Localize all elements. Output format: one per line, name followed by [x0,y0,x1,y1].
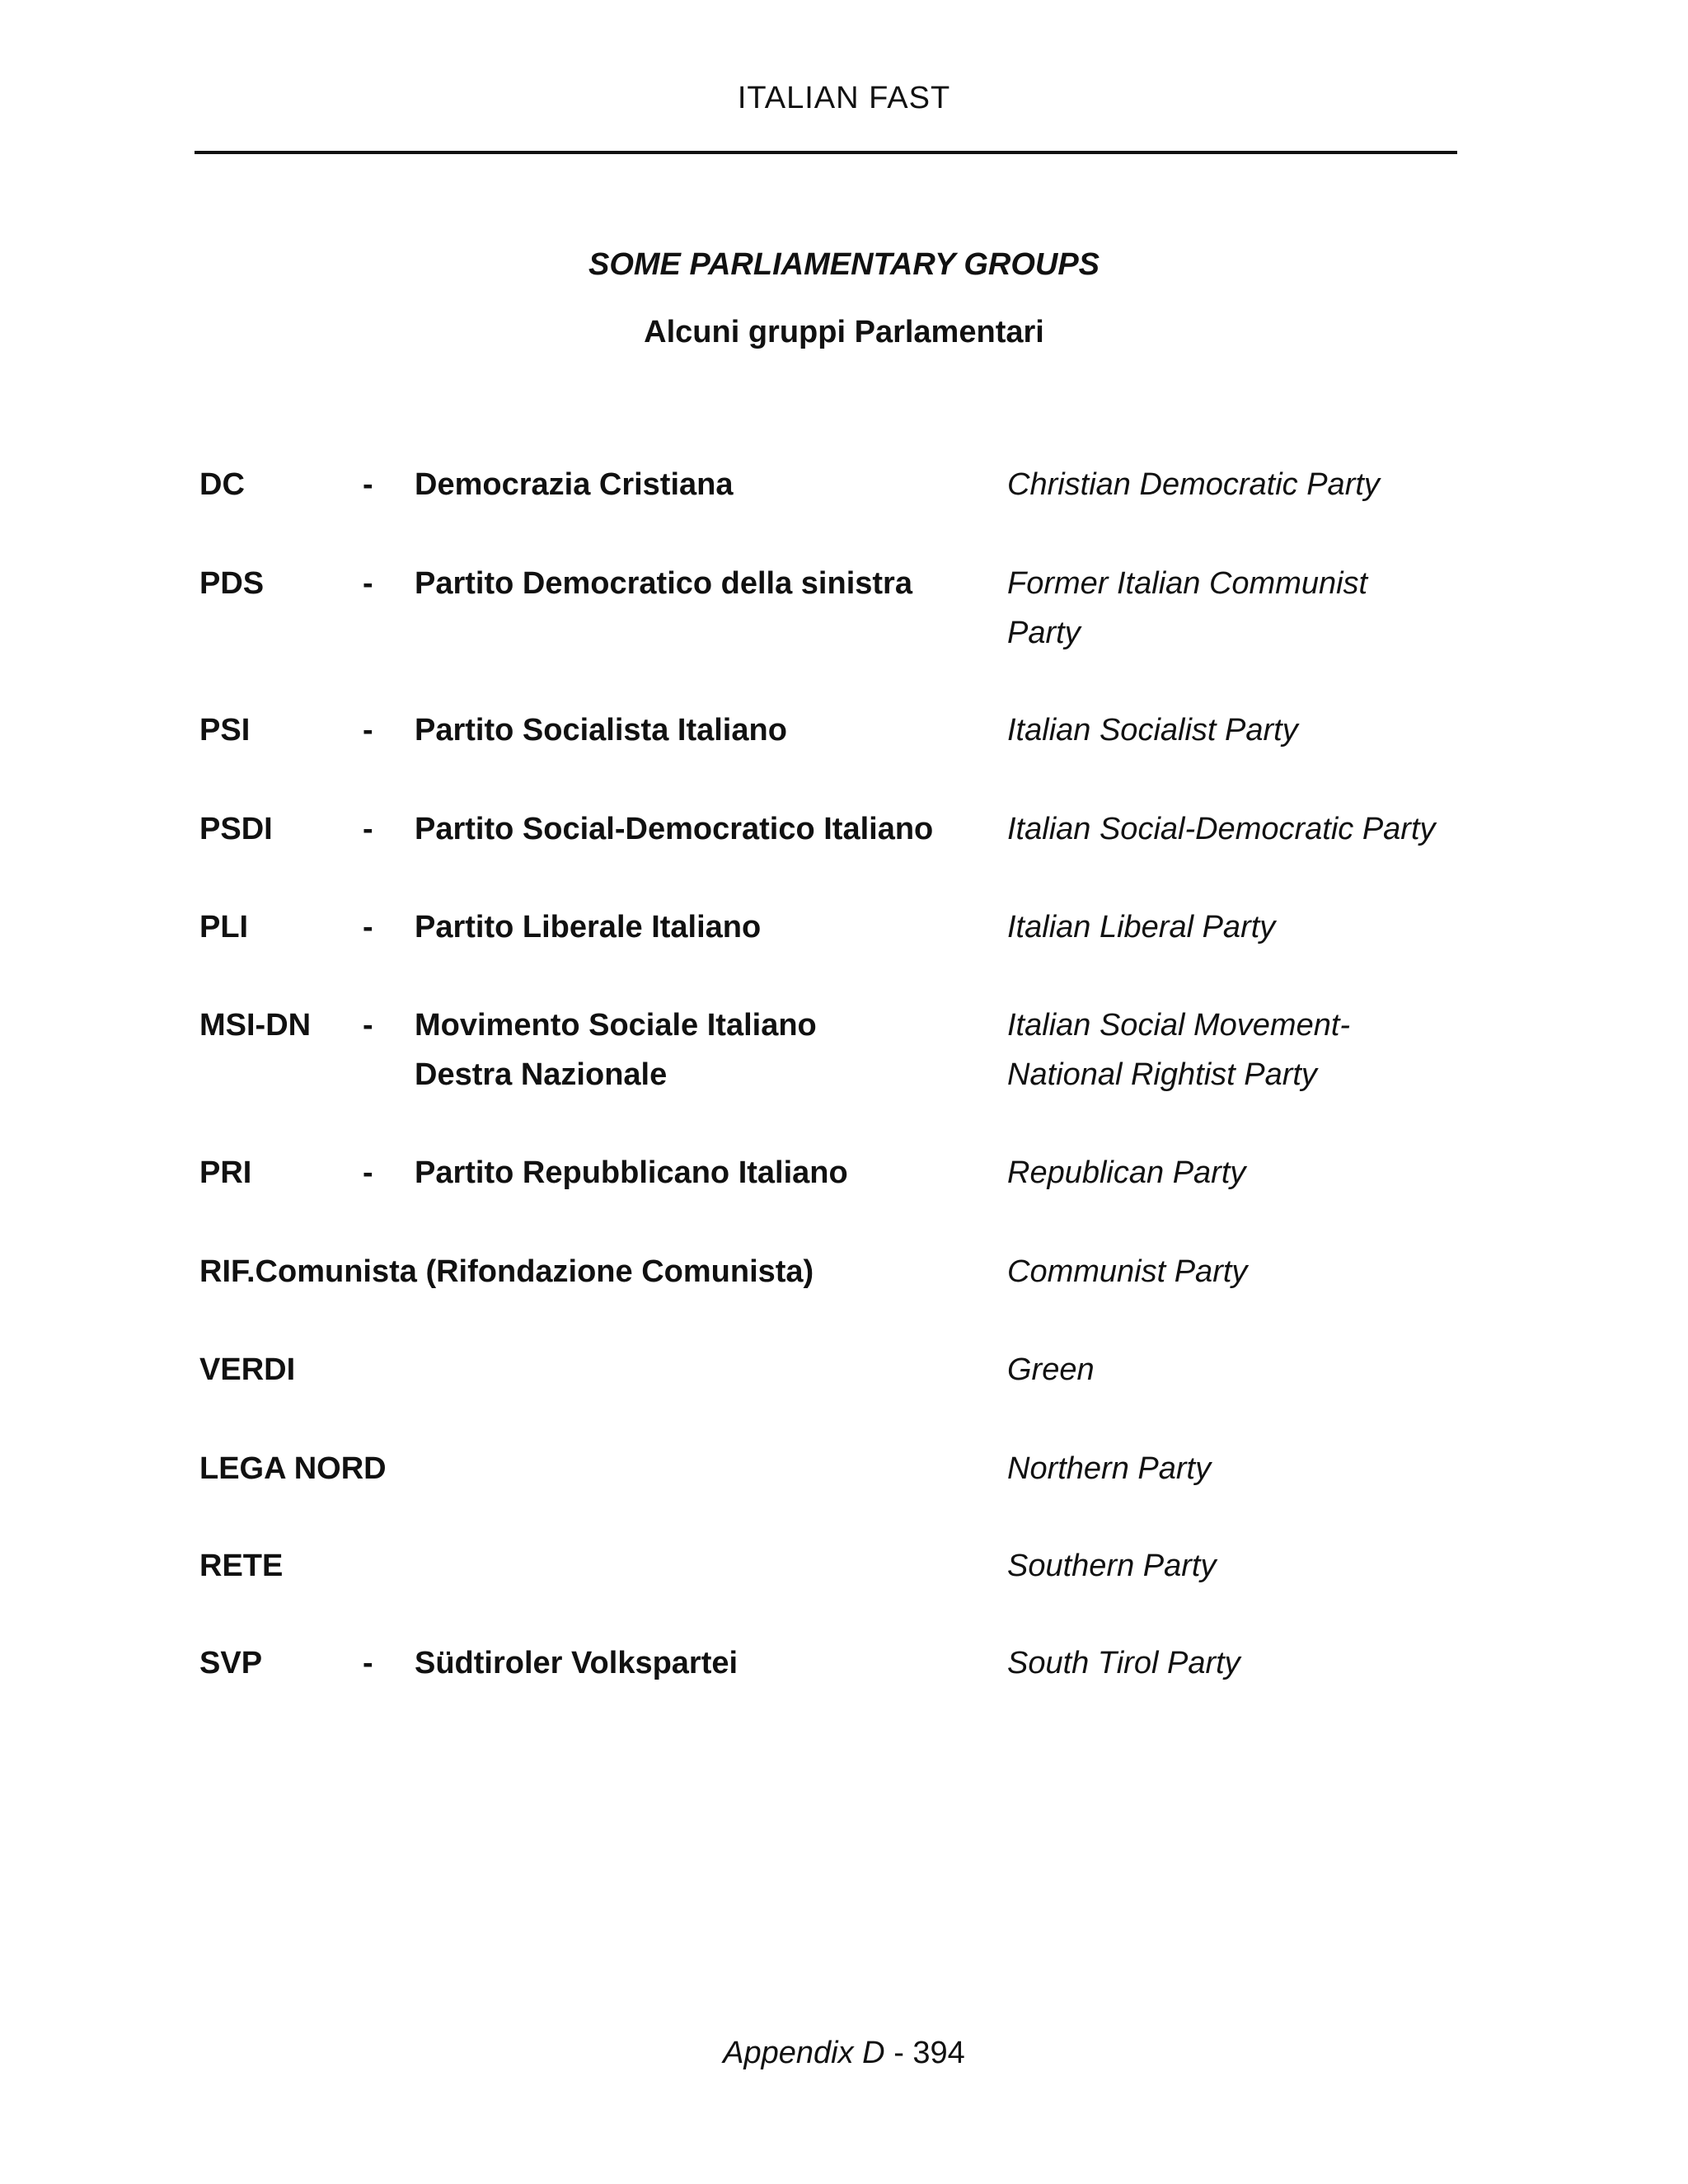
group-dash: - [363,812,373,846]
group-italian-name: Partito Liberale Italiano [415,910,762,944]
group-dash: - [363,467,373,502]
group-abbreviation: PLI [199,910,249,944]
group-italian-name: Partito Repubblicano Italiano [415,1155,848,1190]
group-italian-name: Partito Democratico della sinistra [415,566,912,601]
group-italian-name: Partito Social-Democratico Italiano [415,812,934,846]
group-english-name: Italian Social Movement- National Rightist Party [1007,1008,1351,1092]
group-dash: - [363,713,373,748]
group-english-name: Former Italian Communist Party [1007,566,1368,650]
group-english-name: Northern Party [1007,1451,1212,1486]
page-subtitle: Alcuni gruppi Parlamentari [644,315,1044,349]
group-italian-name: Democrazia Cristiana [415,467,734,502]
group-abbreviation: RETE [199,1549,284,1583]
group-dash: - [363,910,373,944]
appendix-label: Appendix D [723,2036,885,2070]
group-english-name: Italian Social-Democratic Party [1007,812,1436,846]
group-english-name: Italian Liberal Party [1007,910,1276,944]
group-abbreviation: PSDI [199,812,273,846]
group-abbreviation: PSI [199,713,251,748]
running-header: ITALIAN FAST [737,81,951,115]
group-english-name: Southern Party [1007,1549,1217,1583]
group-dash: - [363,1646,373,1680]
group-english-name: Italian Socialist Party [1007,713,1298,748]
page-number: - 394 [893,2036,965,2070]
page-title: SOME PARLIAMENTARY GROUPS [588,247,1100,282]
group-abbreviation: LEGA NORD [199,1451,387,1486]
group-abbreviation: VERDI [199,1352,296,1387]
group-english-name: South Tirol Party [1007,1646,1240,1680]
group-dash: - [363,1008,373,1043]
group-abbreviation: DC [199,467,245,502]
group-english-name: Christian Democratic Party [1007,467,1380,502]
group-abbreviation: RIF.Comunista (Rifondazione Comunista) [199,1254,814,1289]
group-dash: - [363,566,373,601]
header-rule [195,151,1457,154]
page-footer [0,2036,1688,2071]
group-italian-name: Südtiroler Volkspartei [415,1646,738,1680]
group-italian-name: Movimento Sociale Italiano Destra Nazionale [415,1008,817,1092]
group-english-name: Republican Party [1007,1155,1246,1190]
group-abbreviation: PRI [199,1155,252,1190]
group-abbreviation: PDS [199,566,265,601]
group-abbreviation: MSI-DN [199,1008,312,1043]
group-english-name: Green [1007,1352,1095,1387]
group-italian-name: Partito Socialista Italiano [415,713,787,748]
group-english-name: Communist Party [1007,1254,1248,1289]
group-abbreviation: SVP [199,1646,263,1680]
group-dash: - [363,1155,373,1190]
